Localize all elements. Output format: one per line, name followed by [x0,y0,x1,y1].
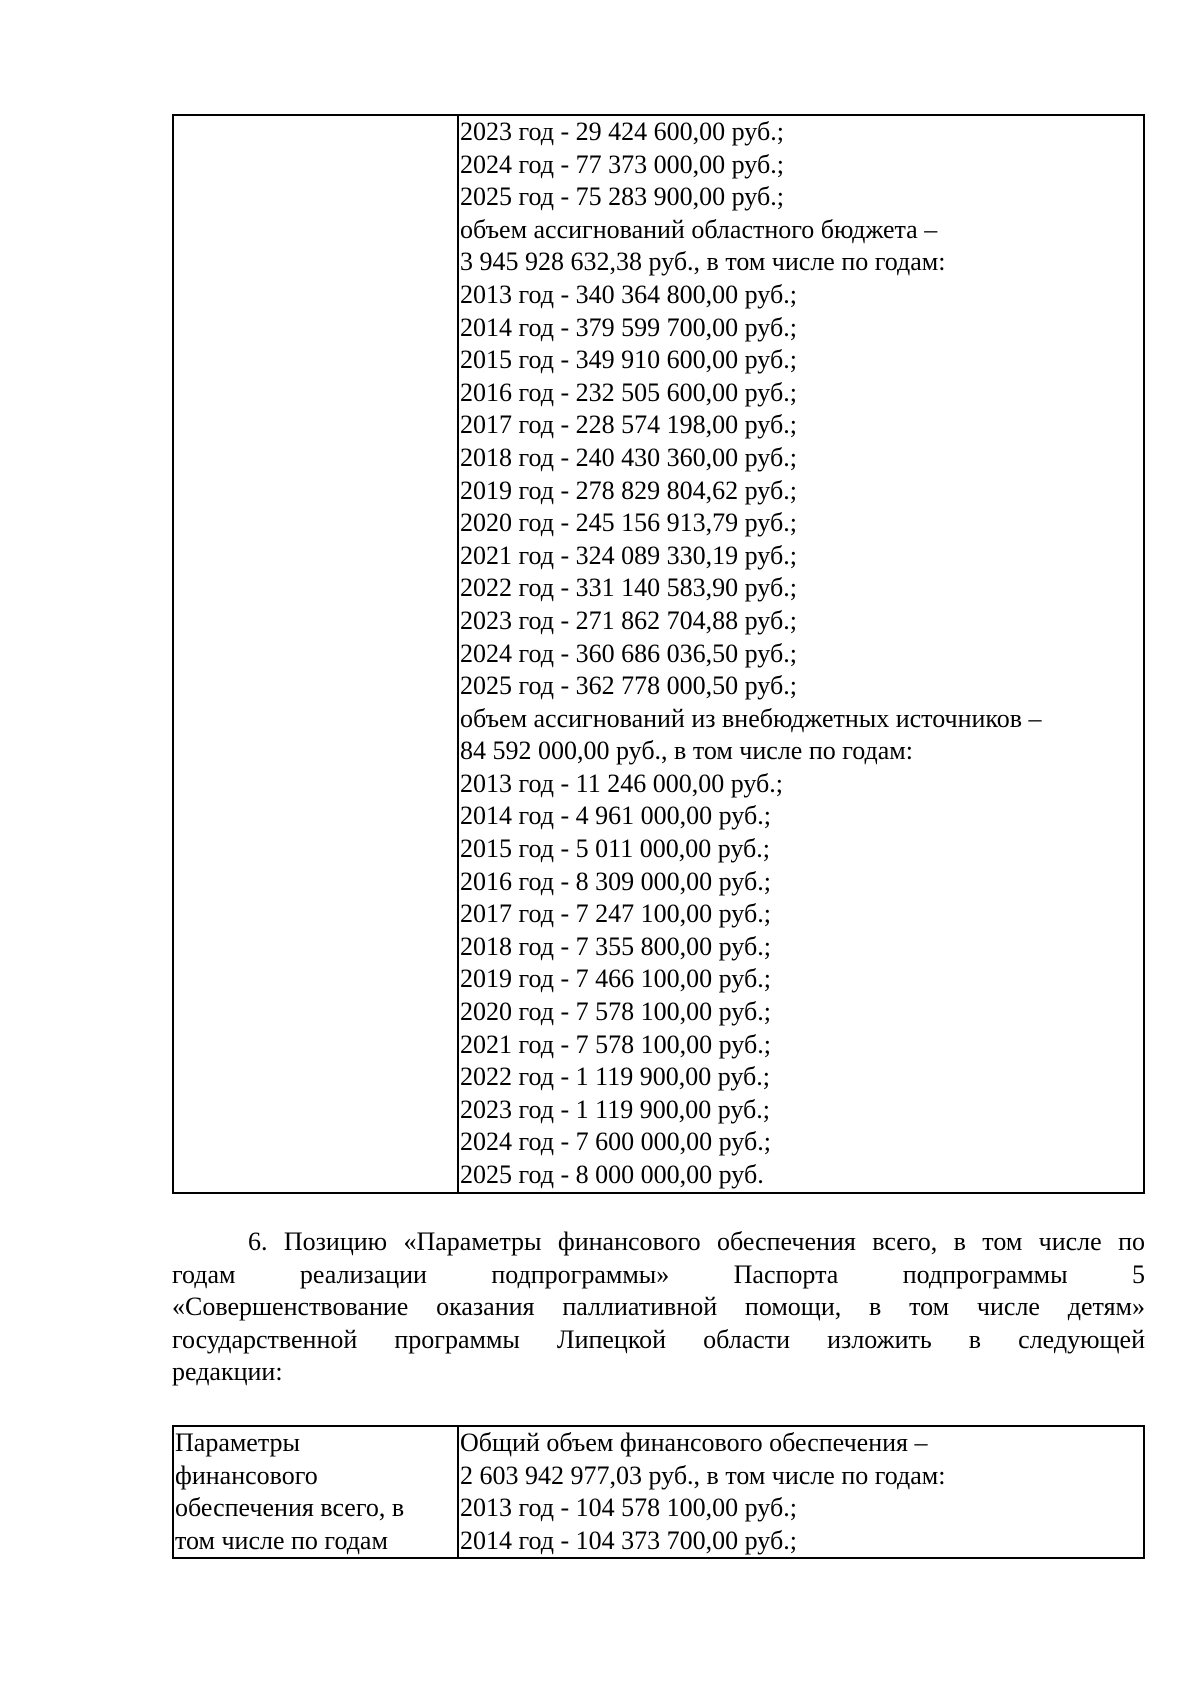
paragraph-line: 6. Позицию «Параметры финансового обеспечения всего, в том числе по [248,1227,1145,1256]
financing-line: 2017 год - 7 247 100,00 руб.; [460,899,771,929]
financing-line: 2021 год - 7 578 100,00 руб.; [460,1029,771,1059]
financing-line: 2023 год - 1 119 900,00 руб.; [460,1094,770,1124]
financing-line: 2017 год - 228 574 198,00 руб.; [460,410,797,440]
financing-line: 2025 год - 8 000 000,00 руб. [460,1160,764,1189]
financing-table-continued [172,114,1145,1194]
financing-line: 2013 год - 104 578 100,00 руб.; [460,1493,797,1523]
parameter-name-line: том числе по годам [175,1525,388,1555]
financing-line: 2018 год - 7 355 800,00 руб.; [460,931,771,961]
parameter-name-line: Параметры [175,1428,300,1457]
paragraph-line: годам реализации подпрограммы» Паспорта подпрограммы 5 [172,1259,1145,1289]
financing-line: 2015 год - 5 011 000,00 руб.; [460,834,770,864]
financing-line: 2023 год - 271 862 704,88 руб.; [460,605,797,635]
financing-line: 2021 год - 324 089 330,19 руб.; [460,540,797,570]
financing-line: 2014 год - 4 961 000,00 руб.; [460,801,771,831]
financing-line: 2023 год - 29 424 600,00 руб.; [460,117,784,146]
financing-line: 2 603 942 977,03 руб., в том числе по годам: [460,1460,946,1490]
financing-line: объем ассигнований из внебюджетных источников – [460,703,1042,733]
parameter-name-cell [173,1426,458,1558]
financing-line: 2020 год - 7 578 100,00 руб.; [460,997,771,1027]
financing-line: 2022 год - 1 119 900,00 руб.; [460,1062,770,1092]
financing-values-cell [458,1426,1144,1558]
financing-line: 2024 год - 360 686 036,50 руб.; [460,638,797,668]
financing-line: 2014 год - 379 599 700,00 руб.; [460,312,797,342]
financing-line: 2020 год - 245 156 913,79 руб.; [460,508,797,538]
financing-line: 2015 год - 349 910 600,00 руб.; [460,345,797,375]
financing-line: 2025 год - 362 778 000,50 руб.; [460,671,797,701]
financing-line: 2014 год - 104 373 700,00 руб.; [460,1525,797,1555]
table-row [173,1426,1144,1558]
financing-line: 2013 год - 340 364 800,00 руб.; [460,279,797,309]
financing-line: Общий объем финансового обеспечения – [460,1428,928,1457]
paragraph-line: государственной программы Липецкой области изложить в следующей [172,1324,1145,1354]
financing-line: 2018 год - 240 430 360,00 руб.; [460,442,797,472]
financing-line: 2019 год - 7 466 100,00 руб.; [460,964,771,994]
financing-line: 2013 год - 11 246 000,00 руб.; [460,768,783,798]
paragraph-line: «Совершенствование оказания паллиативной помощи, в том числе детям» [172,1292,1145,1322]
financing-line: 2016 год - 232 505 600,00 руб.; [460,377,797,407]
parameter-name-cell [173,115,458,1193]
financing-line: 2024 год - 77 373 000,00 руб.; [460,149,784,179]
financing-values-cell [458,115,1144,1193]
financing-line: 3 945 928 632,38 руб., в том числе по годам: [460,247,946,277]
financing-line: 2019 год - 278 829 804,62 руб.; [460,475,797,505]
parameter-name-line: финансового [175,1460,318,1490]
financing-line: 2025 год - 75 283 900,00 руб.; [460,182,784,212]
paragraph-line: редакции: [172,1357,283,1387]
subprogram-5-financing-table [172,1425,1145,1559]
financing-line: объем ассигнований областного бюджета – [460,214,938,244]
financing-line: 2016 год - 8 309 000,00 руб.; [460,866,771,896]
table-row [173,115,1144,1193]
financing-line: 84 592 000,00 руб., в том числе по годам: [460,736,913,766]
amendment-paragraph [172,1226,1145,1389]
financing-line: 2022 год - 331 140 583,90 руб.; [460,573,797,603]
parameter-name-line: обеспечения всего, в [175,1493,405,1523]
financing-line: 2024 год - 7 600 000,00 руб.; [460,1127,771,1157]
